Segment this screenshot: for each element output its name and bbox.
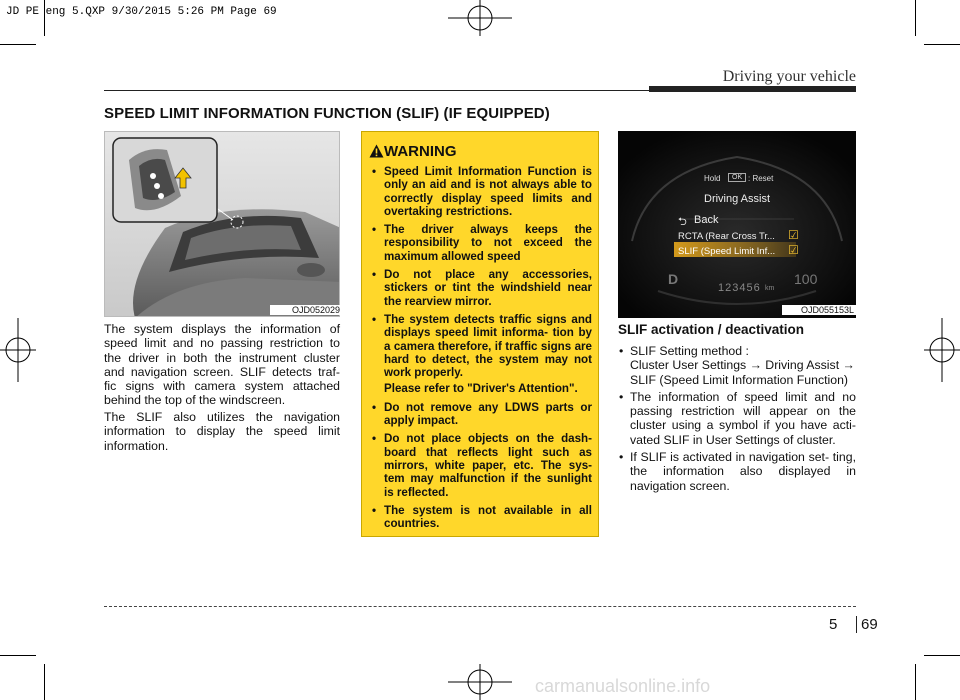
car-windshield-illustration <box>105 132 340 317</box>
checkbox-checked-icon: ☑ <box>788 243 799 257</box>
activation-bullets <box>618 344 856 496</box>
cluster-item-rcta: RCTA (Rear Cross Tr... <box>678 231 775 242</box>
image-code-right: OJD055153L <box>782 305 856 315</box>
warning-item: • Do not place any accessories, stickers or tint the windshield near the rearview mirror. <box>372 268 592 308</box>
warning-title: WARNING <box>384 143 457 160</box>
title-rule-bar <box>649 86 856 92</box>
cluster-hold-label: Hold <box>704 174 721 183</box>
cluster-reset-label: : Reset <box>748 174 774 183</box>
cluster-back-icon: ⮌ <box>678 216 687 228</box>
bullet-setting-label: SLIF Setting method : <box>630 344 749 358</box>
main-heading: SPEED LIMIT INFORMATION FUNCTION (SLIF) (IF EQUIPPED) <box>104 105 550 122</box>
warning-box <box>361 131 599 537</box>
cluster-speed: 100 <box>794 271 818 287</box>
warning-list <box>372 165 592 535</box>
registration-mark-bottom-icon <box>448 664 512 700</box>
cluster-gear: D <box>668 271 679 287</box>
watermark: carmanualsonline.info <box>535 676 711 696</box>
bullet-setting-path: Cluster User Settings → Driving Assist → SLIF (Speed Limit Information Function) <box>630 358 855 387</box>
footer-rule <box>104 606 856 607</box>
registration-mark-left-icon <box>0 318 36 382</box>
warning-note: Please refer to "Driver's Attention". <box>384 382 578 396</box>
cluster-item-slif: SLIF (Speed Limit Inf... <box>678 246 776 257</box>
warning-item: • Do not place objects on the dash- board that reflects light such as mirrors, white paper, etc. The sys- tem may malfunction if the sunlight is reflected. <box>372 432 592 498</box>
windshield-camera-photo <box>104 131 340 317</box>
cluster-odometer-unit: km <box>765 285 775 292</box>
checkbox-checked-icon: ☑ <box>788 228 799 242</box>
registration-mark-right-icon <box>924 318 960 382</box>
page-number: 69 <box>856 616 878 633</box>
cluster-screen <box>618 131 856 318</box>
chapter-number: 5 <box>829 616 838 633</box>
cluster-ok-key: OK <box>728 173 746 182</box>
bullet-navigation-info: • If SLIF is activated in navigation set- ting, the information also displayed in navigation screen. <box>618 450 856 493</box>
bullet-setting-method <box>618 344 856 387</box>
cluster-back-label: Back <box>694 214 719 226</box>
warning-item: • Do not remove any LDWS parts or apply impact. <box>372 401 592 428</box>
cluster-odometer: 123456 <box>718 282 761 294</box>
warning-item: • The system detects traffic signs and displays speed limit informa- tion by a camera therefore, if traffic signs are hard to detect, the system may not work properly. <box>372 313 592 379</box>
warning-item: • Speed Limit Information Function is only an aid and is not always able to correctly display speed limits and overtaking restrictions. <box>372 165 592 218</box>
warning-item: • The driver always keeps the responsibility to not exceed the maximum allowed speed <box>372 223 592 263</box>
sub-heading: SLIF activation / deactivation <box>618 322 805 337</box>
description-paragraph-1: The system displays the information of speed limit and no passing restriction to the driver in both the instrument cluster and navigation screen. SLIF detects traf- fic signs with camera system attached behind the top of the windscreen. <box>104 322 340 408</box>
description-paragraph-2: The SLIF also utilizes the navigation information to display the speed limit information. <box>104 410 340 453</box>
warning-item: • The system is not available in all countries. <box>372 504 592 531</box>
bullet-cluster-info: • The information of speed limit and no passing restriction will appear on the cluster using a symbol if you have acti- vated SLIF in User Settings of cluster. <box>618 390 856 447</box>
warning-triangle-icon <box>369 144 384 158</box>
title-rule <box>104 90 649 91</box>
image-code-left: OJD052029 <box>270 305 342 315</box>
cluster-menu-title: Driving Assist <box>704 193 771 205</box>
registration-mark-top-icon <box>448 0 512 36</box>
section-title: Driving your vehicle <box>722 68 856 85</box>
print-header: JD PE eng 5.QXP 9/30/2015 5:26 PM Page 69 <box>6 6 277 18</box>
